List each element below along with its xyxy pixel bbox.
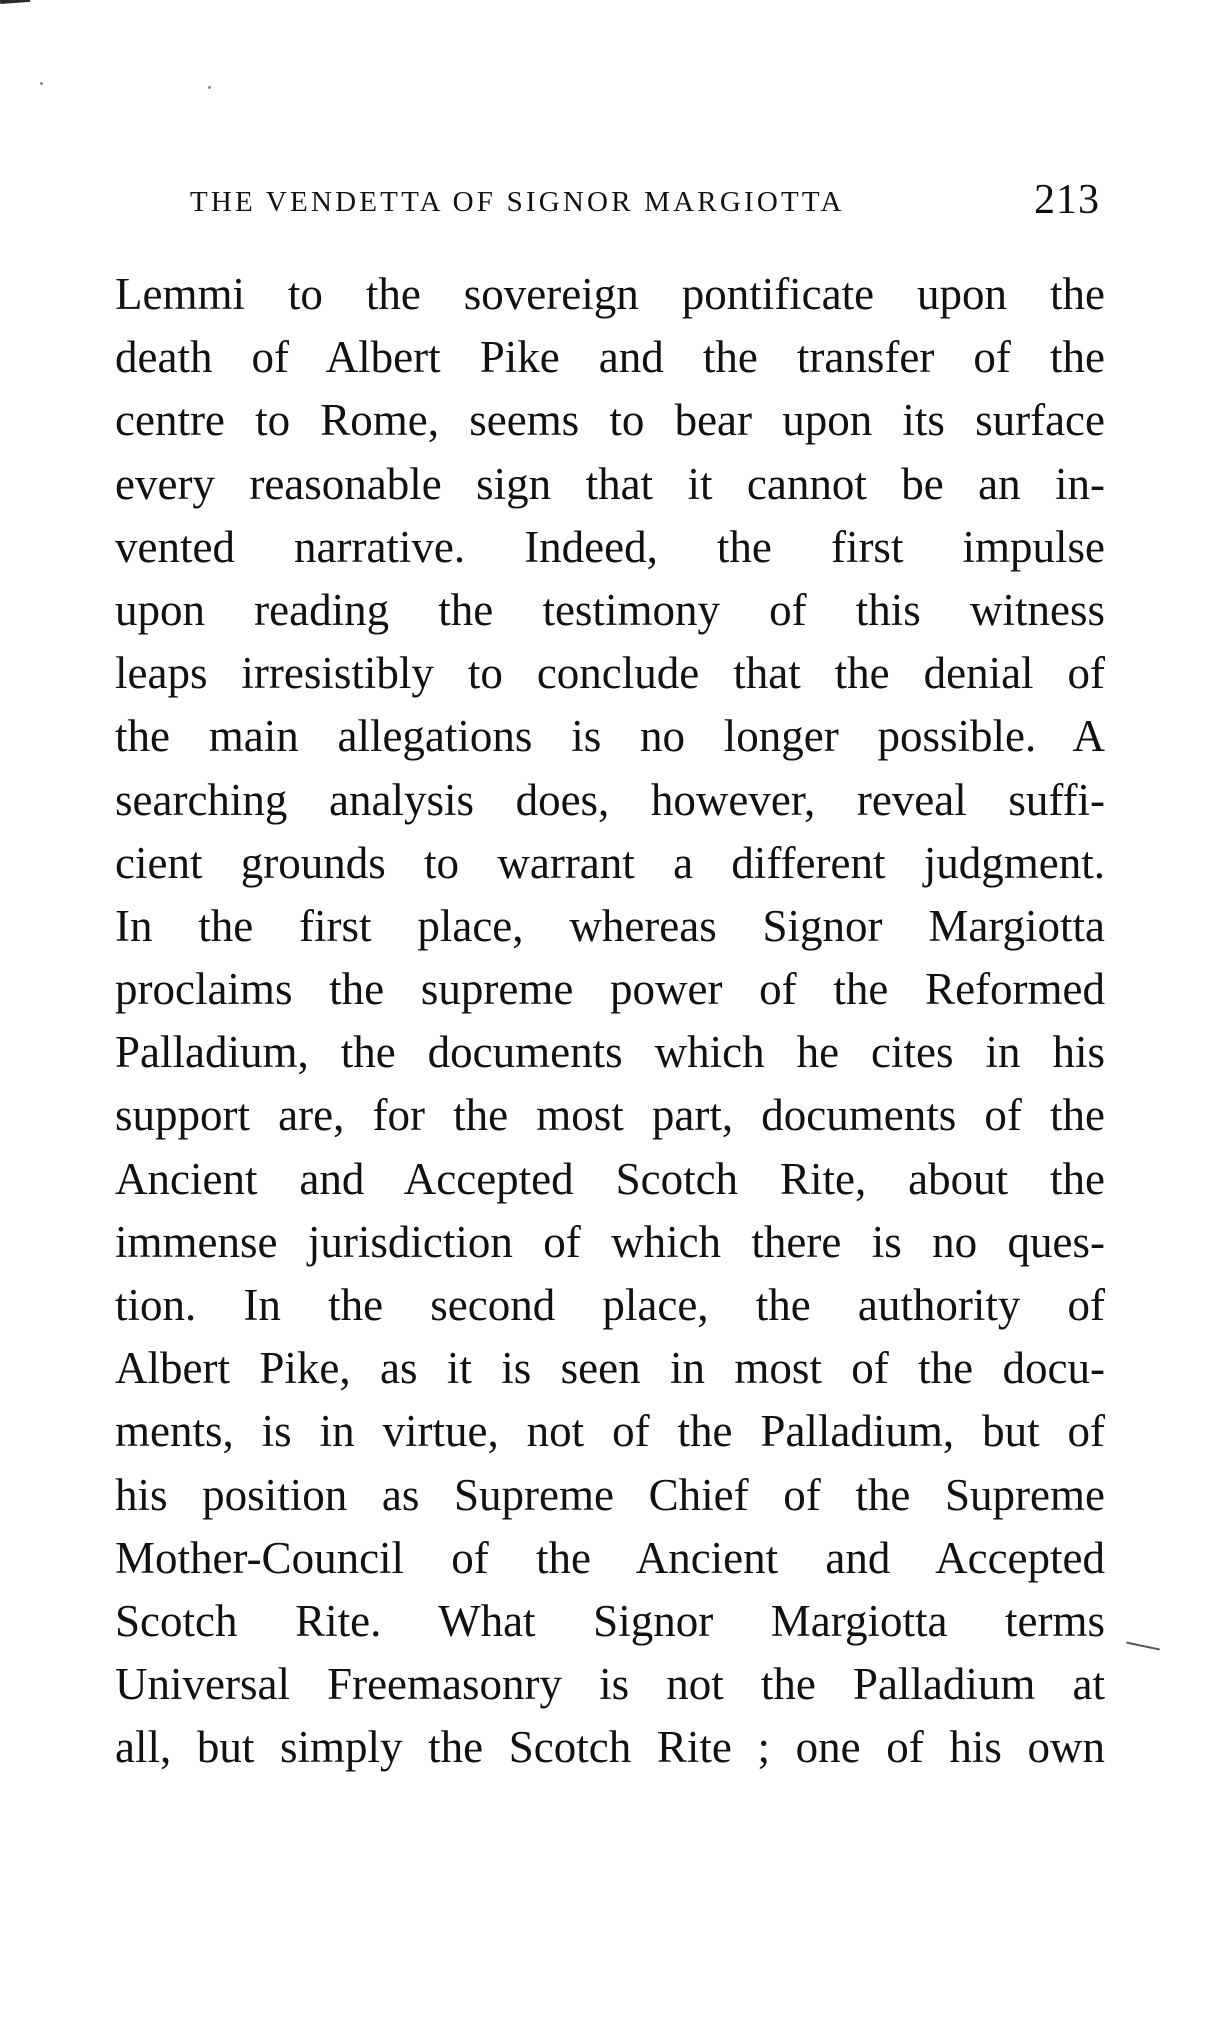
text-line: cient grounds to warrant a different judgment. [115, 837, 1105, 888]
text-line: In the first place, whereas Signor Margiotta [115, 900, 1105, 951]
text-line: upon reading the testimony of this witness [115, 584, 1105, 635]
text-line: support are, for the most part, documents of the [115, 1090, 1105, 1141]
text-line: death of Albert Pike and the transfer of the [115, 332, 1105, 383]
text-line: every reasonable sign that it cannot be an in- [115, 458, 1105, 509]
text-line: leaps irresistibly to conclude that the denial of [115, 648, 1105, 699]
scan-corner-mark [0, 0, 30, 4]
text-line: Ancient and Accepted Scotch Rite, about the [115, 1153, 1105, 1204]
text-line: Albert Pike, as it is seen in most of the docu- [115, 1343, 1105, 1394]
text-line: his position as Supreme Chief of the Supreme [115, 1469, 1105, 1520]
text-line: ments, is in virtue, not of the Palladium, but of [115, 1406, 1105, 1457]
text-line: vented narrative. Indeed, the first impulse [115, 521, 1105, 572]
text-line: Mother-Council of the Ancient and Accepted [115, 1532, 1105, 1583]
text-line: all, but simply the Scotch Rite ; one of his own [115, 1722, 1105, 1773]
text-line: tion. In the second place, the authority of [115, 1280, 1105, 1330]
text-line: proclaims the supreme power of the Reformed [115, 964, 1105, 1015]
text-line: the main allegations is no longer possible. A [115, 711, 1105, 762]
paper-speck [40, 82, 43, 85]
text-line: Universal Freemasonry is not the Palladium at [115, 1659, 1105, 1710]
text-line: searching analysis does, however, reveal suffi- [115, 774, 1105, 825]
text-line: immense jurisdiction of which there is no ques- [115, 1216, 1105, 1267]
running-head [190, 176, 1100, 226]
text-line: Lemmi to the sovereign pontificate upon the [115, 269, 1105, 319]
paper-speck [208, 86, 211, 89]
running-title: THE VENDETTA OF SIGNOR MARGIOTTA [190, 186, 845, 218]
body-text [115, 263, 1105, 1780]
margin-pencil-mark [1126, 1641, 1160, 1650]
text-line: Scotch Rite. What Signor Margiotta terms [115, 1595, 1105, 1646]
page-number: 213 [1034, 177, 1100, 223]
text-line: Palladium, the documents which he cites in his [115, 1027, 1105, 1078]
text-line: centre to Rome, seems to bear upon its surface [115, 395, 1105, 446]
